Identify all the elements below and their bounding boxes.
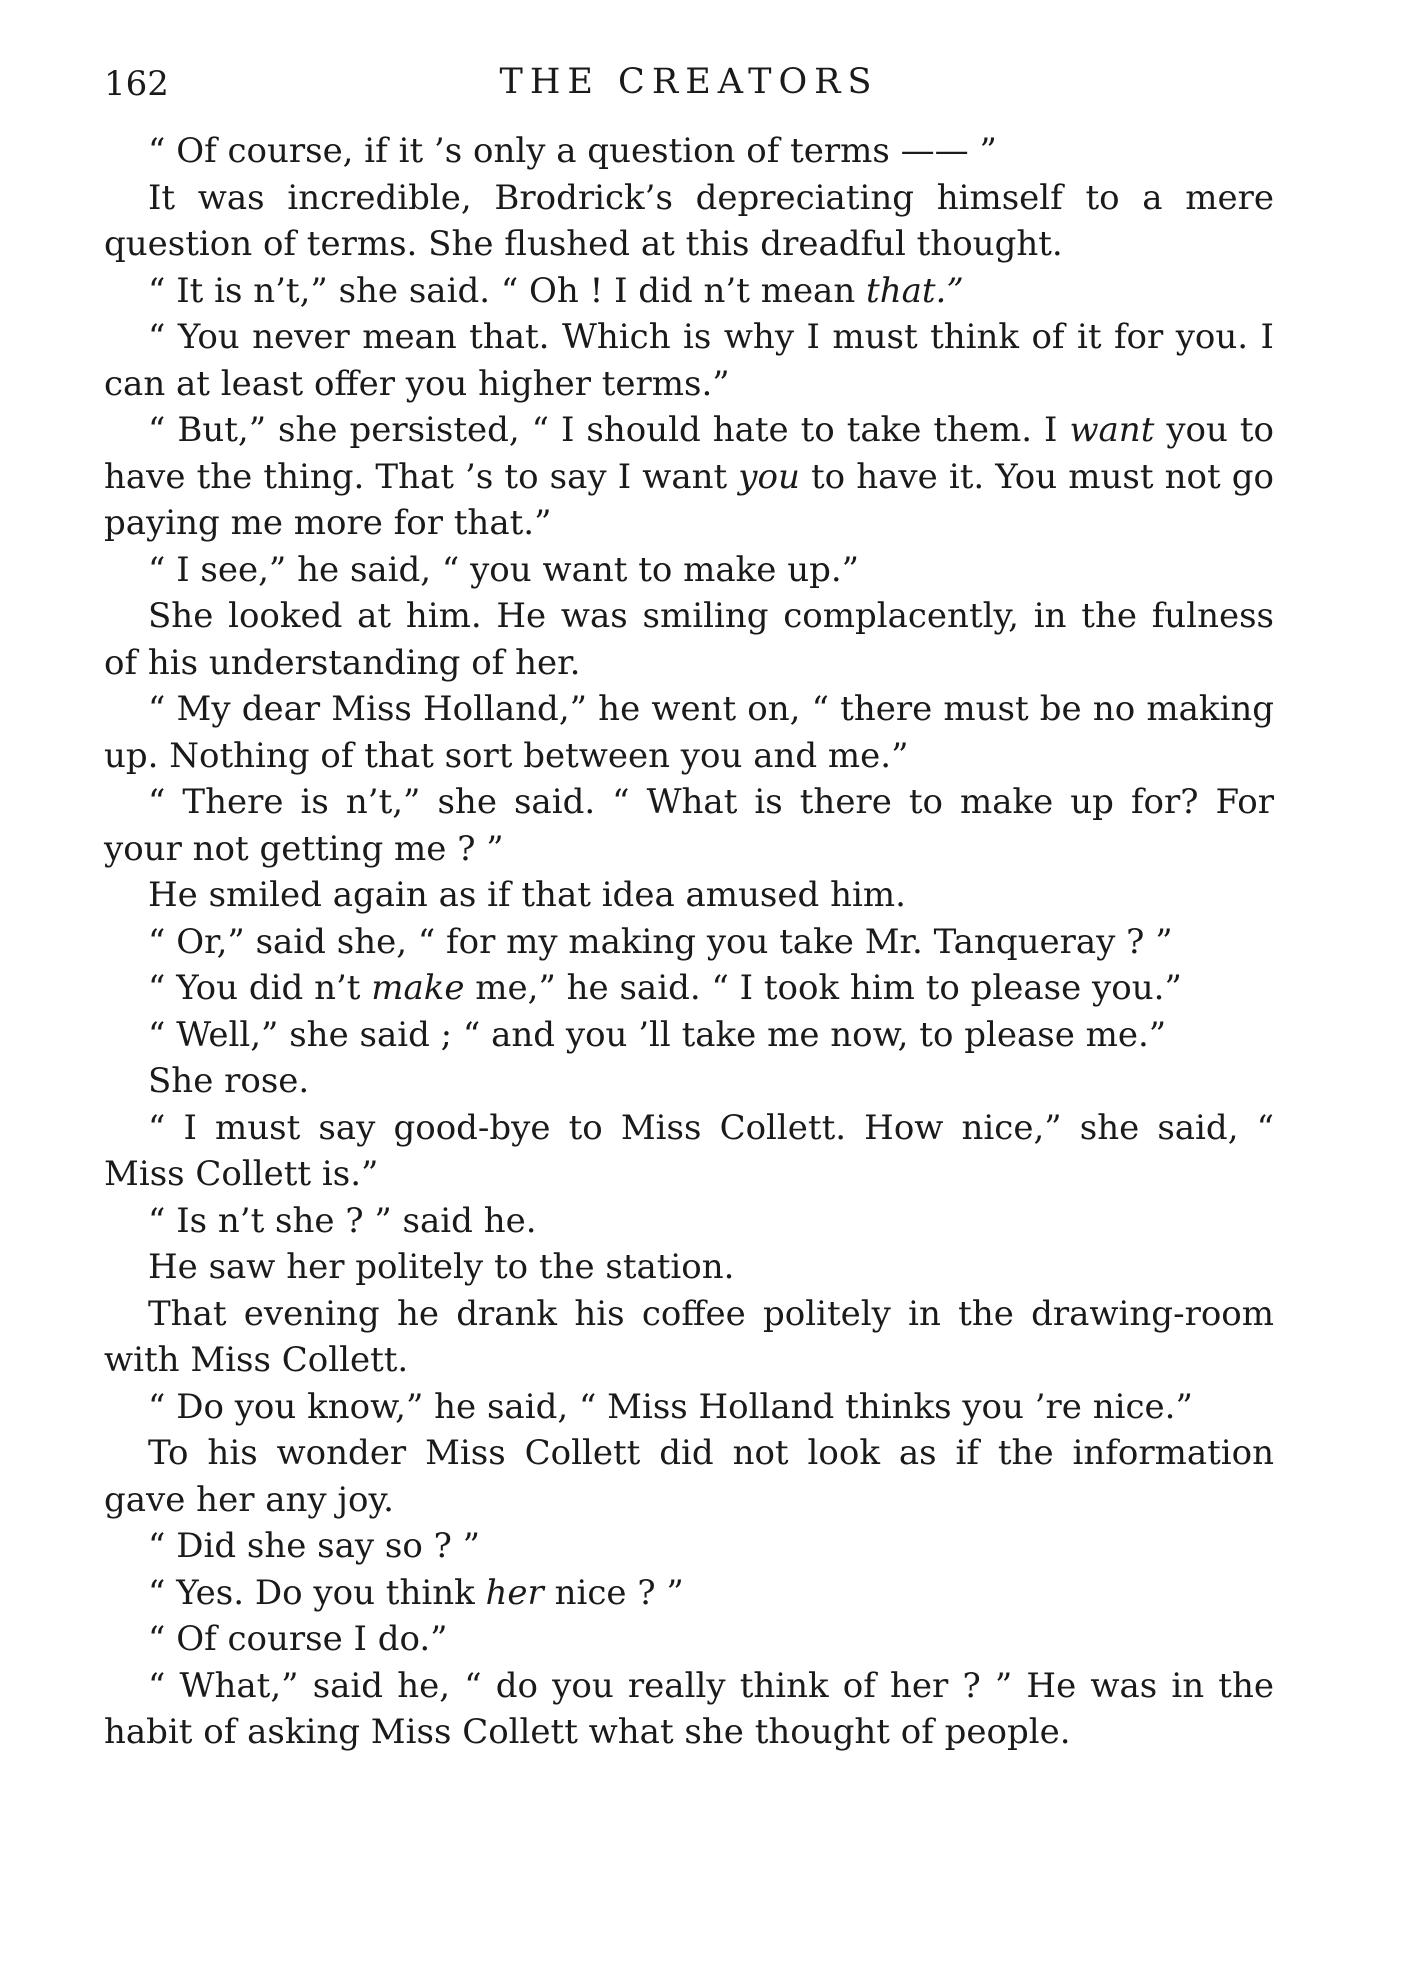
paragraph bbox=[104, 593, 1274, 686]
paragraph bbox=[104, 407, 1274, 547]
page-header bbox=[104, 60, 1274, 116]
paragraph bbox=[104, 1384, 1274, 1431]
paragraph bbox=[104, 1012, 1274, 1059]
text-run: “ Well,” she said ; “ and you ’ll take me now, to please me.” bbox=[148, 1014, 1167, 1055]
text-run: “ Yes. Do you think bbox=[148, 1572, 486, 1613]
paragraph bbox=[104, 1291, 1274, 1384]
book-page bbox=[104, 60, 1274, 1756]
text-run: me,” he said. “ I took him to please you.” bbox=[464, 968, 1182, 1008]
paragraph bbox=[104, 686, 1274, 779]
text-run: “ There is n’t,” she said. “ What is there to make up for? For your not getting me ? ” bbox=[104, 782, 1274, 869]
text-run: It was incredible, Brodrick’s depreciating himself to a mere question of terms. She flushed at this dreadful thought. bbox=[104, 177, 1274, 264]
text-run: “ I must say good-bye to Miss Collett. How nice,” she said, “ Miss Collett is.” bbox=[104, 1107, 1274, 1194]
paragraph bbox=[104, 1058, 1274, 1105]
text-run: That evening he drank his coffee politely in the drawing-room with Miss Collett. bbox=[104, 1293, 1274, 1380]
paragraph bbox=[104, 1105, 1274, 1198]
page-number: 162 bbox=[104, 64, 169, 104]
paragraph bbox=[104, 779, 1274, 872]
text-run: “ But,” she persisted, “ I should hate to take them. I bbox=[148, 410, 1070, 450]
paragraph bbox=[104, 1570, 1274, 1617]
paragraph bbox=[104, 1663, 1274, 1756]
text-run: “ It is n’t,” she said. “ Oh ! I did n’t mean bbox=[148, 270, 867, 311]
italic-text: make bbox=[371, 968, 465, 1008]
paragraph bbox=[104, 1244, 1274, 1291]
paragraph bbox=[104, 965, 1274, 1012]
text-run: “ Did she say so ? ” bbox=[148, 1526, 481, 1566]
text-run: “ Of course I do.” bbox=[148, 1619, 448, 1659]
paragraph bbox=[104, 1523, 1274, 1570]
text-run: “ I see,” he said, “ you want to make up.” bbox=[148, 549, 860, 590]
text-run: “ What,” said he, “ do you really think of her ? ” He was in the habit of asking Miss Collett what she thought of people. bbox=[104, 1665, 1274, 1752]
paragraph bbox=[104, 872, 1274, 919]
paragraph bbox=[104, 1198, 1274, 1245]
text-run: She rose. bbox=[148, 1061, 310, 1101]
text-run: to have it. You must not go paying me more for that.” bbox=[104, 456, 1275, 543]
text-run: “ Or,” said she, “ for my making you take Mr. Tanqueray ? ” bbox=[148, 921, 1173, 962]
italic-text: her bbox=[485, 1572, 544, 1613]
paragraph bbox=[104, 128, 1274, 175]
paragraph bbox=[104, 547, 1274, 594]
italic-text: you bbox=[738, 456, 800, 497]
text-run: “ Is n’t she ? ” said he. bbox=[148, 1200, 537, 1241]
paragraph bbox=[104, 268, 1274, 315]
paragraph bbox=[104, 1616, 1274, 1663]
paragraph bbox=[104, 1430, 1274, 1523]
text-run: you to have the thing. That ’s to say I want bbox=[104, 410, 1275, 497]
text-run: “ You did n’t bbox=[148, 968, 372, 1008]
paragraph bbox=[104, 919, 1274, 966]
text-run: nice ? ” bbox=[543, 1572, 684, 1613]
paragraph bbox=[104, 175, 1274, 268]
italic-text: that.” bbox=[866, 270, 964, 311]
paragraph bbox=[104, 314, 1274, 407]
body-text bbox=[104, 128, 1274, 1756]
text-run: She looked at him. He was smiling complacently, in the fulness of his understanding of her. bbox=[104, 596, 1274, 683]
text-run: To his wonder Miss Collett did not look as if the information gave her any joy. bbox=[104, 1433, 1274, 1520]
italic-text: want bbox=[1069, 410, 1155, 450]
running-title: THE CREATORS bbox=[499, 62, 879, 102]
text-run: “ Do you know,” he said, “ Miss Holland thinks you ’re nice.” bbox=[148, 1386, 1193, 1427]
text-run: He saw her politely to the station. bbox=[148, 1247, 735, 1287]
text-run: “ Of course, if it ’s only a question of terms —— ” bbox=[148, 131, 997, 171]
text-run: He smiled again as if that idea amused him. bbox=[148, 875, 906, 915]
text-run: “ My dear Miss Holland,” he went on, “ there must be no making up. Nothing of that sort between you and me.” bbox=[104, 689, 1274, 776]
text-run: “ You never mean that. Which is why I must think of it for you. I can at least offer you higher terms.” bbox=[104, 317, 1274, 404]
